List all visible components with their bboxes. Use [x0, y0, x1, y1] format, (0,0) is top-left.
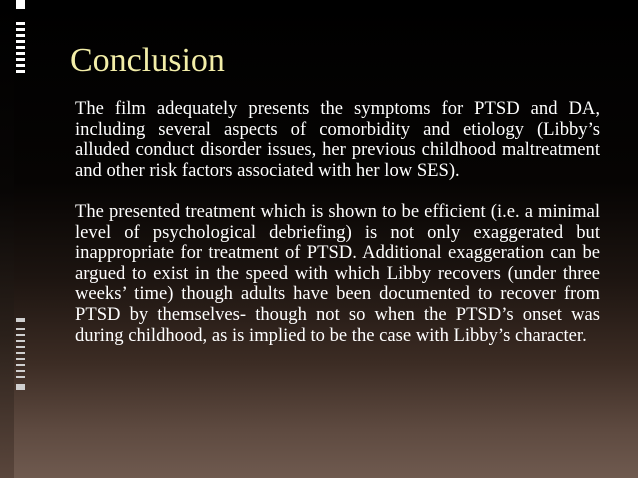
paragraph-symptoms: The film adequately presents the symptoms for PTSD and DA, including several aspects of comorbidity and etiology (Libby’s alluded conduct disorder issues, her previous childhood maltreatment and other risk factors associated with her low SES). [75, 98, 600, 181]
slide-body [75, 99, 600, 346]
left-accent-bar [0, 0, 14, 478]
slide-title: Conclusion [70, 42, 225, 79]
paragraph-treatment: The presented treatment which is shown to be efficient (i.e. a minimal level of psychological debriefing) is not only exaggerated but inappropriate for treatment of PTSD. Additional exaggeration can be argued to exist in the speed with which Libby recovers (under three weeks’ time) though adults have been documented to recover from PTSD by themselves- though not so when the PTSD’s onset was during childhood, as is implied to be the case with Libby’s character. [75, 200, 600, 346]
decor-top-block [16, 0, 25, 9]
